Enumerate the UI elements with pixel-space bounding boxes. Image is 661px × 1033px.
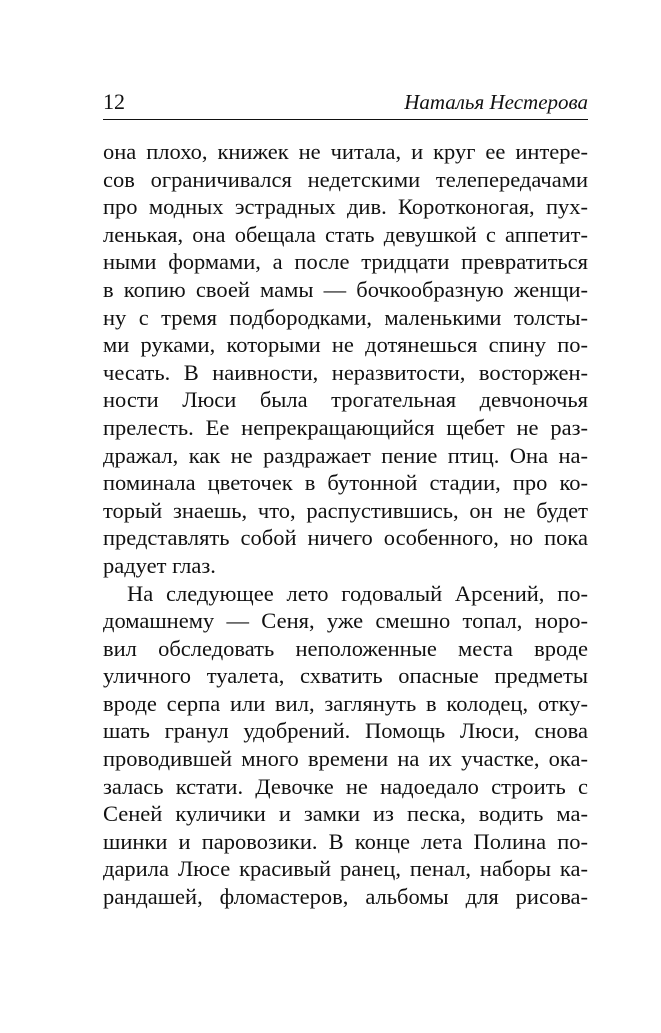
text-line: торый знаешь, что, распустившись, он не будет xyxy=(103,497,588,523)
text-line: прелесть. Ее непрекращающийся щебет не раз- xyxy=(103,414,588,440)
page-number: 12 xyxy=(103,89,125,114)
text-line: дарила Люсе красивый ранец, пенал, наборы ка- xyxy=(103,856,588,882)
text-line: вроде серпа или вил, заглянуть в колодец, отку- xyxy=(103,690,588,716)
text-line: рандашей, фломастеров, альбомы для рисова- xyxy=(103,884,588,910)
text-line: шать гранул удобрений. Помощь Люси, снова xyxy=(103,718,588,744)
text-line: ленькая, она обещала стать девушкой с аппетит- xyxy=(103,221,588,247)
text-line: вил обследовать неположенные места вроде xyxy=(103,635,588,661)
paragraph-last-line: радует глаз. xyxy=(103,552,216,578)
text-line: уличного туалета, схватить опасные предметы xyxy=(103,663,588,689)
text-line: домашнему — Сеня, уже смешно топал, норо- xyxy=(103,608,588,634)
text-line: проводившей много времени на их участке, ока- xyxy=(103,746,588,772)
text-line: ности Люси была трогательная девчоночья xyxy=(103,387,588,413)
body-text xyxy=(103,138,588,911)
text-line: ми руками, которыми не дотянешься спину по- xyxy=(103,332,588,358)
text-line: поминала цветочек в бутонной стадии, про ко- xyxy=(103,470,588,496)
text-line: про модных эстрадных див. Коротконогая, пух- xyxy=(103,194,588,220)
paragraph-first-line: На следующее лето годовалый Арсений, по- xyxy=(127,580,588,606)
text-line: дражал, как не раздражает пение птиц. Она на- xyxy=(103,442,588,468)
text-line: она плохо, книжек не читала, и круг ее интере- xyxy=(103,139,588,164)
text-line: залась кстати. Девочке не надоедало строить с xyxy=(103,773,588,799)
text-line: чесать. В наивности, неразвитости, восторжен- xyxy=(103,359,588,385)
text-line: Сеней куличики и замки из песка, водить ма- xyxy=(103,801,588,827)
text-line: ными формами, а после тридцати превратиться xyxy=(103,249,588,275)
text-line: в копию своей мамы — бочкообразную женщи- xyxy=(103,276,588,302)
running-header xyxy=(103,89,588,120)
text-line: представлять собой ничего особенного, но пока xyxy=(103,525,588,551)
text-line: шинки и паровозики. В конце лета Полина по- xyxy=(103,828,588,854)
running-header-author: Наталья Нестерова xyxy=(404,90,588,114)
text-line: сов ограничивался недетскими телепередачами xyxy=(103,166,588,192)
text-line: ну с тремя подбородками, маленькими толсты- xyxy=(103,304,588,330)
